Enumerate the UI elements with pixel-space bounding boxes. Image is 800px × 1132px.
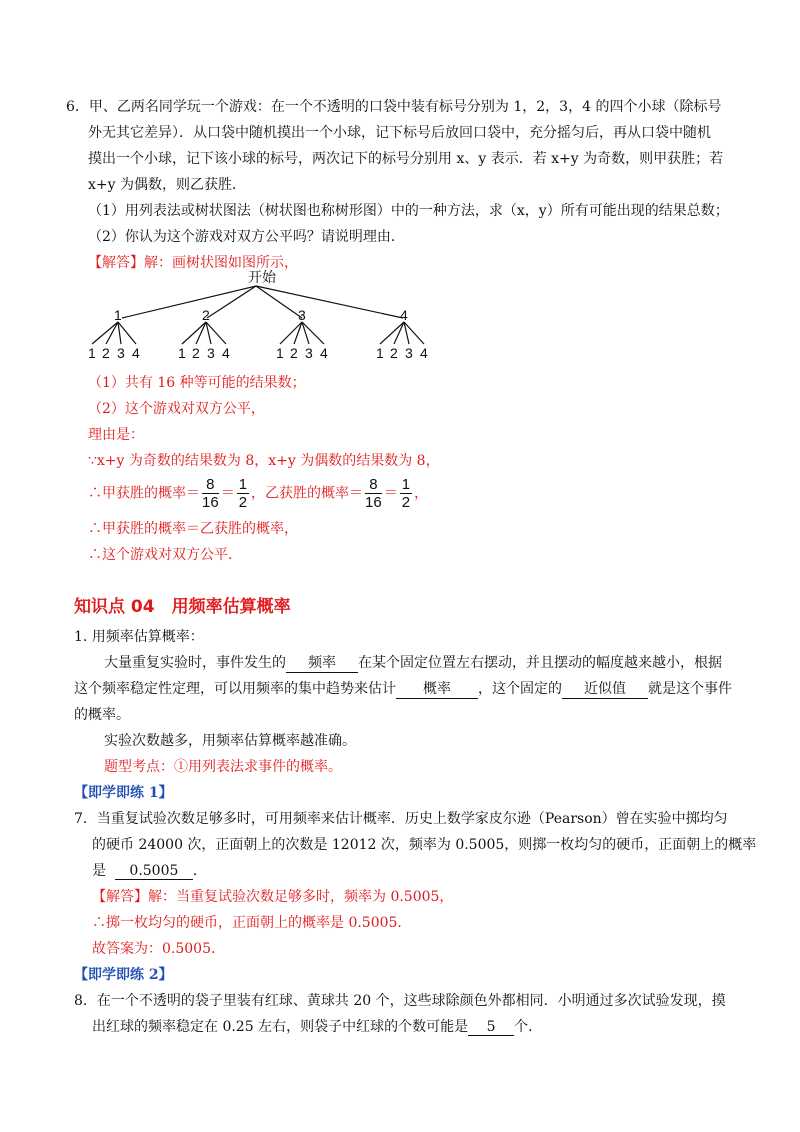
hint: 题型考点：①用列表法求事件的概率。	[104, 759, 342, 775]
tree-root: 开始	[248, 270, 276, 286]
frac-den: 2	[401, 494, 411, 511]
q7-line3-a: 是	[92, 863, 106, 879]
tree-diagram	[70, 264, 450, 364]
q7-ans1: 【解答】解：当重复试验次数足够多时，频率为 0.5005，	[92, 889, 454, 905]
tree-leaf: 2	[192, 345, 200, 361]
q6-reason: 理由是：	[88, 427, 144, 443]
frac-num: 1	[238, 476, 248, 493]
tree-leaf: 1	[88, 345, 96, 361]
frac-den: 16	[365, 494, 382, 511]
fraction-1-2	[237, 476, 249, 511]
tree-leaf: 3	[117, 345, 125, 361]
q7-ans3: 故答案为：0.5005．	[92, 941, 225, 957]
frac-num: 1	[401, 476, 411, 493]
q6-line2: 外无其它差异）．从口袋中随机摸出一个小球，记下标号后放回口袋中，充分摇匀后，再从口袋中随机	[88, 125, 711, 141]
para1	[104, 652, 722, 673]
q6-equal-line: ∴甲获胜的概率＝乙获胜的概率，	[88, 521, 298, 537]
prob-b-prefix: ，乙获胜的概率＝	[251, 485, 364, 502]
q8-line1	[74, 990, 726, 1010]
q7-line2: 的硬币 24000 次，正面朝上的次数是 12012 次，频率为 0.5005，则掷一枚均匀的硬币，正面朝上的概率	[92, 837, 757, 853]
comma: ，	[414, 485, 429, 502]
blank-probability: 概率	[396, 678, 478, 699]
blank-approx: 近似值	[562, 678, 648, 699]
tree-leaf: 1	[178, 345, 186, 361]
q6-line3: 摸出一个小球，记下该小球的标号，两次记下的标号分别用 x、y 表示．若 x+y 为奇数，则甲获胜；若	[88, 151, 724, 167]
q7-answer-blank: 0.5005	[115, 863, 193, 880]
tree-leaf: 3	[405, 345, 413, 361]
equals-sign: ＝	[383, 485, 398, 502]
tree-leaf: 2	[102, 345, 110, 361]
q8-line2-b: 个．	[514, 1019, 543, 1035]
q6-because: ∵x+y 为奇数的结果数为 8，x+y 为偶数的结果数为 8，	[88, 453, 440, 469]
q6-prob-line	[88, 476, 428, 511]
practice1-label: 【即学即练 1】	[74, 785, 173, 801]
q8-text-1: 在一个不透明的袋子里装有红球、黄球共 20 个，这些球除颜色外都相同．小明通过多次试验发现，摸	[96, 993, 726, 1009]
q8-line2-a: 出红球的频率稳定在 0.25 左右，则袋子中红球的个数可能是	[92, 1019, 469, 1035]
q7-ans2: ∴掷一枚均匀的硬币，正面朝上的概率是 0.5005．	[92, 915, 412, 931]
tree-branch-3: 3	[298, 307, 306, 323]
frac-num: 8	[365, 476, 382, 494]
blank-frequency: 频率	[286, 652, 358, 673]
fraction-8-16	[202, 476, 219, 511]
q6-text-1: 甲、乙两名同学玩一个游戏：在一个不透明的口袋中装有标号分别为 1，2，3，4 的四个小球（除标号	[88, 99, 722, 115]
q6-number: 6．	[66, 99, 89, 115]
tree-branch-2: 2	[202, 307, 210, 323]
para3: 的概率。	[74, 707, 130, 723]
frac-num: 8	[202, 476, 219, 494]
para1-b: 在某个固定位置左右摆动，并且摆动的幅度越来越小，根据	[358, 655, 722, 671]
frac-den: 16	[202, 494, 219, 511]
q6-fair-line: ∴这个游戏对双方公平．	[88, 547, 242, 563]
q7-text-1: 当重复试验次数足够多时，可用频率来估计概率．历史上数学家皮尔逊（Pearson）曾在实验中掷均匀	[96, 811, 728, 827]
tree-branch-4: 4	[400, 307, 408, 323]
para2-b: ，这个固定的	[478, 681, 562, 697]
q6-line4: x+y 为偶数，则乙获胜．	[88, 177, 246, 193]
point1: 1. 用频率估算概率：	[74, 629, 204, 645]
para2-c: 就是这个事件	[648, 681, 732, 697]
q8-answer-blank: 5	[468, 1019, 514, 1036]
para1-a: 大量重复实验时，事件发生的	[104, 655, 286, 671]
fraction-8-16	[365, 476, 382, 511]
practice2-label: 【即学即练 2】	[74, 967, 173, 983]
q6-line1	[66, 96, 721, 116]
tree-leaf: 4	[420, 345, 428, 361]
q7-number: 7．	[74, 811, 97, 827]
para2-a: 这个频率稳定性定理，可以用频率的集中趋势来估计	[74, 681, 396, 697]
q7-line1	[74, 808, 728, 828]
tree-leaf: 4	[222, 345, 230, 361]
q6-ans2: （2）这个游戏对双方公平，	[88, 401, 265, 417]
tree-leaf: 3	[305, 345, 313, 361]
tree-leaf: 2	[390, 345, 398, 361]
equals-sign: ＝	[220, 485, 235, 502]
q8-number: 8．	[74, 993, 97, 1009]
para4: 实验次数越多，用频率估算概率越准确。	[104, 733, 356, 749]
q6-ans1: （1）共有 16 种等可能的结果数；	[88, 375, 306, 391]
tree-leaf: 1	[376, 345, 384, 361]
q6-sub1: （1）用列表法或树状图法（树状图也称树形图）中的一种方法，求（x，y）所有可能出现的结果总数；	[88, 203, 729, 219]
q6-sub2: （2）你认为这个游戏对双方公平吗？请说明理由．	[88, 229, 405, 245]
tree-leaf: 2	[290, 345, 298, 361]
fraction-1-2	[400, 476, 412, 511]
section-title: 知识点 04 用频率估算概率	[74, 597, 291, 617]
prob-a-prefix: ∴甲获胜的概率＝	[88, 485, 200, 502]
tree-leaf: 3	[207, 345, 215, 361]
frac-den: 2	[238, 494, 248, 511]
tree-leaf: 4	[132, 345, 140, 361]
tree-branch-1: 1	[114, 307, 122, 323]
q6-answer-intro: 【解答】解：画树状图如图所示，	[88, 255, 298, 271]
q7-line3	[92, 860, 207, 880]
tree-leaf: 4	[320, 345, 328, 361]
q7-line3-b: ．	[192, 863, 207, 879]
q8-line2	[92, 1016, 542, 1036]
para2	[74, 678, 732, 699]
tree-leaf: 1	[276, 345, 284, 361]
